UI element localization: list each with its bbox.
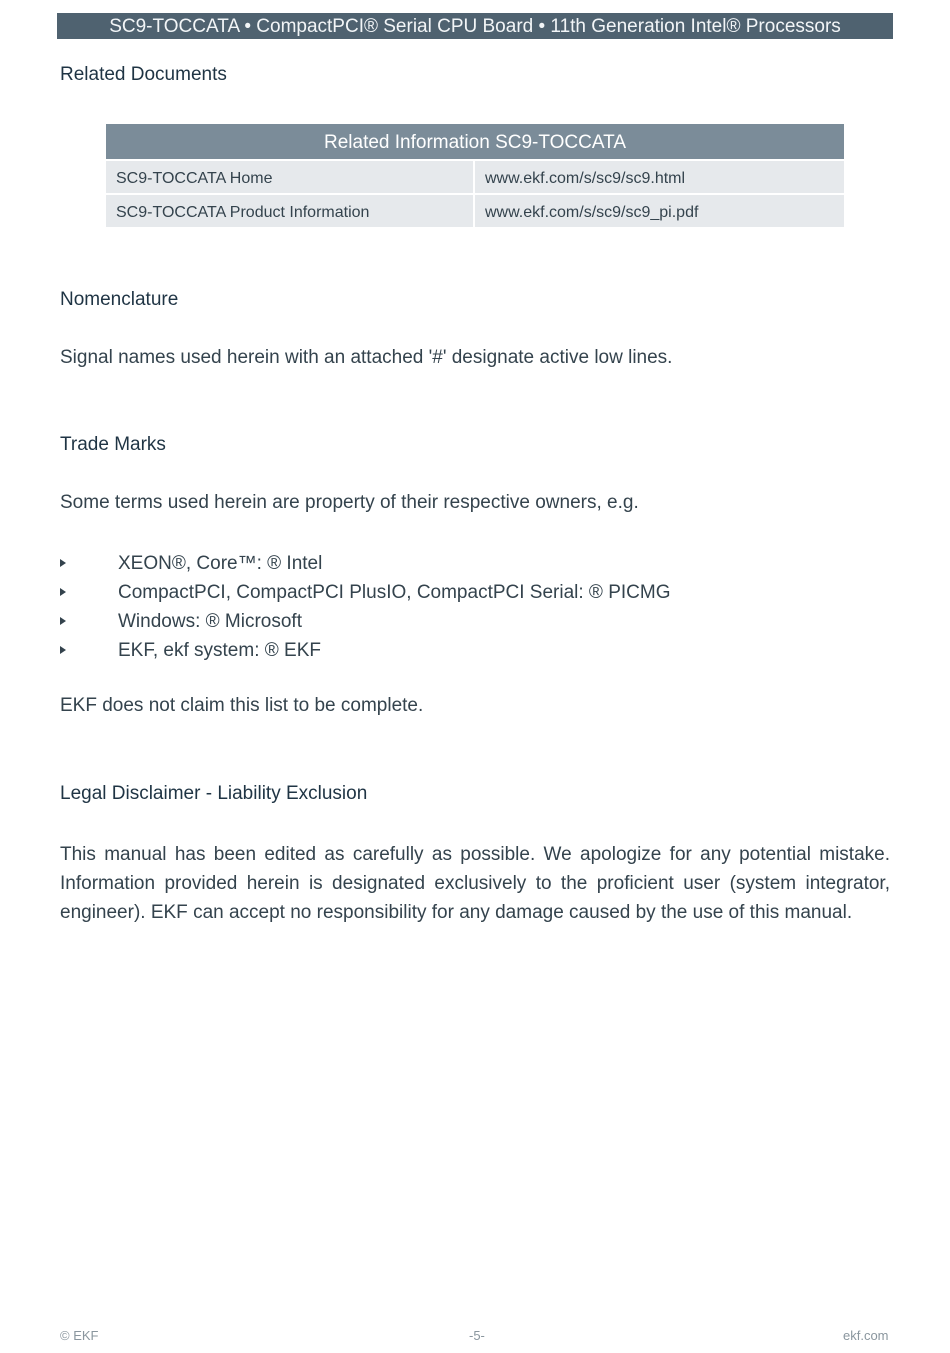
trade-marks-heading: Trade Marks [60,434,166,455]
related-information-table-title: Related Information SC9-TOCCATA [106,124,844,159]
bullet-triangle-icon [60,559,66,567]
trade-marks-intro: Some terms used herein are property of their respective owners, e.g. [60,492,639,513]
footer-page-number: -5- [469,1328,485,1343]
bullet-triangle-icon [60,646,66,654]
table-cell-label: SC9-TOCCATA Home [106,161,473,193]
footer-copyright: © EKF [60,1328,99,1343]
legal-disclaimer-text: This manual has been edited as carefully as possible. We apologize for any potential mistake. Information provided herein is designated exclusively to the proficient user (system integrator, engineer). EKF can accept no responsibility for any damage caused by the use of this manual. [60,844,890,923]
related-documents-heading: Related Documents [60,64,227,85]
bullet-triangle-icon [60,588,66,596]
table-row [106,161,844,193]
legal-disclaimer-heading: Legal Disclaimer - Liability Exclusion [60,783,368,804]
table-cell-label: SC9-TOCCATA Product Information [106,195,473,227]
trade-marks-closing: EKF does not claim this list to be complete. [60,695,424,716]
table-row [106,195,844,227]
footer-website[interactable]: ekf.com [843,1328,889,1343]
page-header-bar [57,13,893,39]
bullet-triangle-icon [60,617,66,625]
related-information-table [106,124,844,227]
nomenclature-text: Signal names used herein with an attached '#' designate active low lines. [60,347,673,368]
table-cell-link[interactable]: www.ekf.com/s/sc9/sc9_pi.pdf [475,195,844,227]
nomenclature-heading: Nomenclature [60,289,179,310]
table-cell-link[interactable]: www.ekf.com/s/sc9/sc9.html [475,161,844,193]
page-header-title: SC9-TOCCATA • CompactPCI® Serial CPU Board • 11th Generation Intel® Processors [109,16,841,37]
